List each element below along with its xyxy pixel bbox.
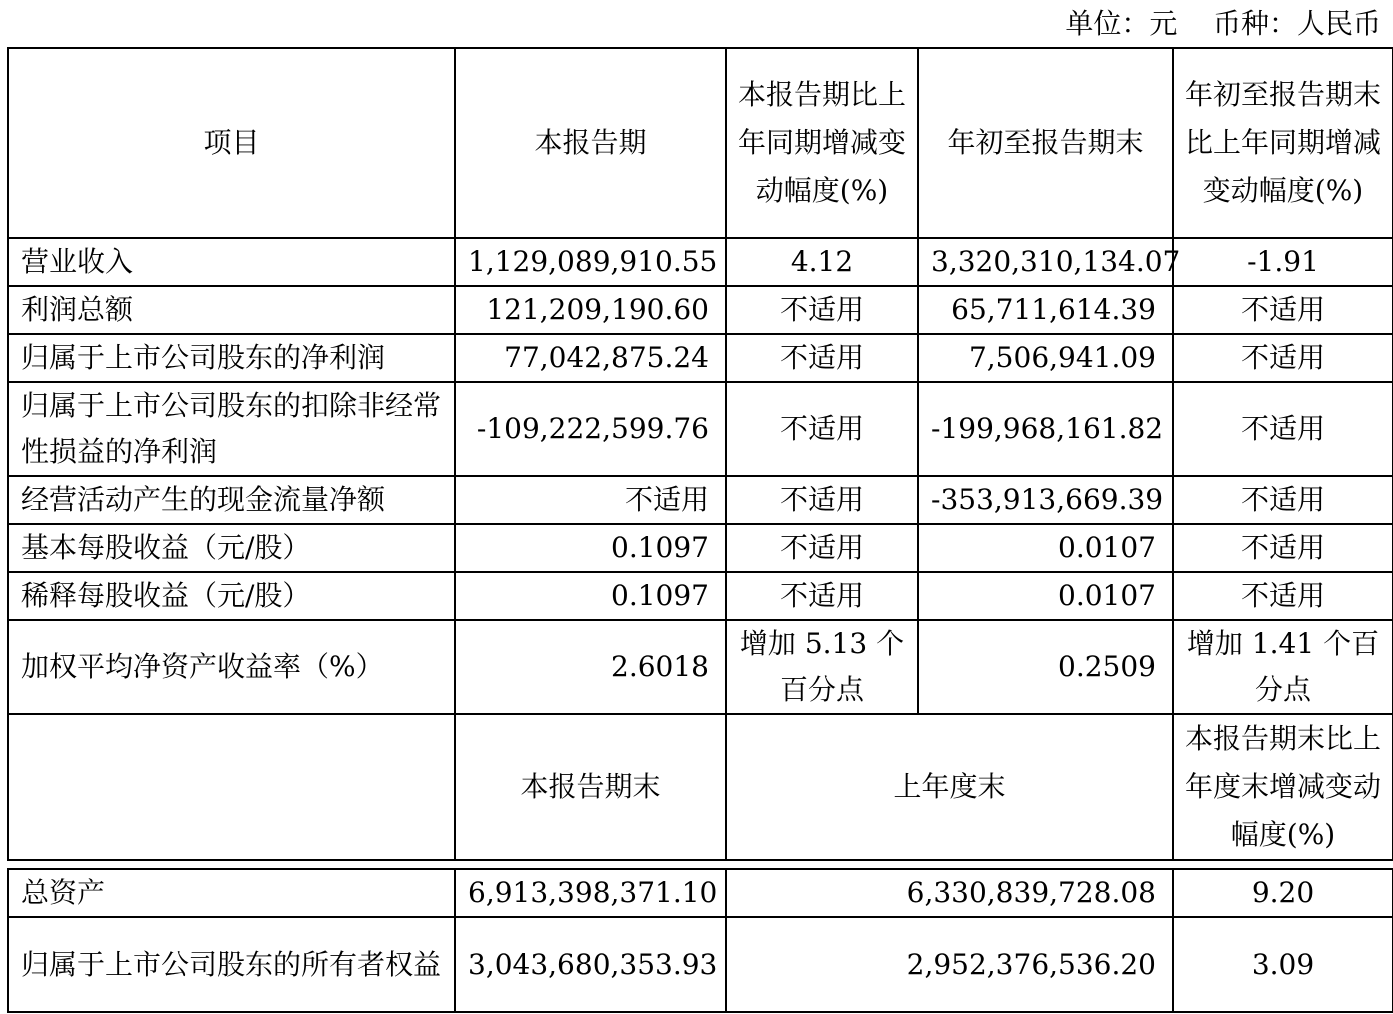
row-ytd-change: 不适用 <box>1173 572 1393 620</box>
row-ytd: 7,506,941.09 <box>918 334 1173 382</box>
table-row <box>8 917 1393 1012</box>
row-period-end: 3,043,680,353.93 <box>455 917 726 1012</box>
row-ytd: 0.2509 <box>918 620 1173 714</box>
row-current-change: 不适用 <box>726 382 918 476</box>
row-item: 利润总额 <box>8 286 455 334</box>
header-ytd-change: 年初至报告期末比上年同期增减变动幅度(%) <box>1173 48 1393 238</box>
table-row <box>8 869 1393 917</box>
table-header-row <box>8 48 1393 238</box>
header-item: 项目 <box>8 48 455 238</box>
row-ytd-change: 不适用 <box>1173 524 1393 572</box>
row-current-change: 不适用 <box>726 524 918 572</box>
row-current-change: 4.12 <box>726 238 918 286</box>
sub-header-period-end: 本报告期末 <box>455 714 726 860</box>
sub-header-row <box>8 714 1393 860</box>
row-current: -109,222,599.76 <box>455 382 726 476</box>
row-current-change: 不适用 <box>726 286 918 334</box>
financial-indicators-table <box>7 47 1393 861</box>
row-change: 9.20 <box>1173 869 1393 917</box>
table-row <box>8 476 1393 524</box>
row-ytd: 0.0107 <box>918 572 1173 620</box>
row-item: 归属于上市公司股东的净利润 <box>8 334 455 382</box>
sub-header-item <box>8 714 455 860</box>
row-ytd: 65,711,614.39 <box>918 286 1173 334</box>
table-row <box>8 572 1393 620</box>
row-current-change: 不适用 <box>726 334 918 382</box>
row-ytd-change: -1.91 <box>1173 238 1393 286</box>
row-ytd-change: 不适用 <box>1173 476 1393 524</box>
row-ytd-change: 不适用 <box>1173 286 1393 334</box>
row-ytd: -353,913,669.39 <box>918 476 1173 524</box>
sub-header-last-year-end: 上年度末 <box>726 714 1173 860</box>
row-current: 121,209,190.60 <box>455 286 726 334</box>
table-row <box>8 286 1393 334</box>
row-item: 总资产 <box>8 869 455 917</box>
row-ytd: -199,968,161.82 <box>918 382 1173 476</box>
table-row <box>8 524 1393 572</box>
row-last-year-end: 2,952,376,536.20 <box>726 917 1173 1012</box>
row-last-year-end: 6,330,839,728.08 <box>726 869 1173 917</box>
row-item: 归属于上市公司股东的所有者权益 <box>8 917 455 1012</box>
row-period-end: 6,913,398,371.10 <box>455 869 726 917</box>
table-row <box>8 620 1393 714</box>
header-current-period: 本报告期 <box>455 48 726 238</box>
table-row <box>8 334 1393 382</box>
row-ytd: 0.0107 <box>918 524 1173 572</box>
row-change: 3.09 <box>1173 917 1393 1012</box>
row-item: 经营活动产生的现金流量净额 <box>8 476 455 524</box>
balance-table <box>7 868 1393 1013</box>
row-current: 0.1097 <box>455 524 726 572</box>
row-current-change: 不适用 <box>726 476 918 524</box>
table-row <box>8 238 1393 286</box>
row-item: 加权平均净资产收益率（%） <box>8 620 455 714</box>
row-current-change: 增加 5.13 个百分点 <box>726 620 918 714</box>
row-current-change: 不适用 <box>726 572 918 620</box>
sub-header-change: 本报告期末比上年度末增减变动幅度(%) <box>1173 714 1393 860</box>
row-current: 不适用 <box>455 476 726 524</box>
row-item: 归属于上市公司股东的扣除非经常性损益的净利润 <box>8 382 455 476</box>
row-ytd: 3,320,310,134.07 <box>918 238 1173 286</box>
row-ytd-change: 不适用 <box>1173 382 1393 476</box>
unit-currency-line: 单位：元 币种：人民币 <box>1065 7 1381 40</box>
row-current: 77,042,875.24 <box>455 334 726 382</box>
row-current: 2.6018 <box>455 620 726 714</box>
row-ytd-change: 不适用 <box>1173 334 1393 382</box>
table-row <box>8 382 1393 476</box>
row-item: 稀释每股收益（元/股） <box>8 572 455 620</box>
header-current-change: 本报告期比上年同期增减变动幅度(%) <box>726 48 918 238</box>
row-current: 0.1097 <box>455 572 726 620</box>
row-current: 1,129,089,910.55 <box>455 238 726 286</box>
row-ytd-change: 增加 1.41 个百分点 <box>1173 620 1393 714</box>
header-ytd: 年初至报告期末 <box>918 48 1173 238</box>
row-item: 基本每股收益（元/股） <box>8 524 455 572</box>
row-item: 营业收入 <box>8 238 455 286</box>
